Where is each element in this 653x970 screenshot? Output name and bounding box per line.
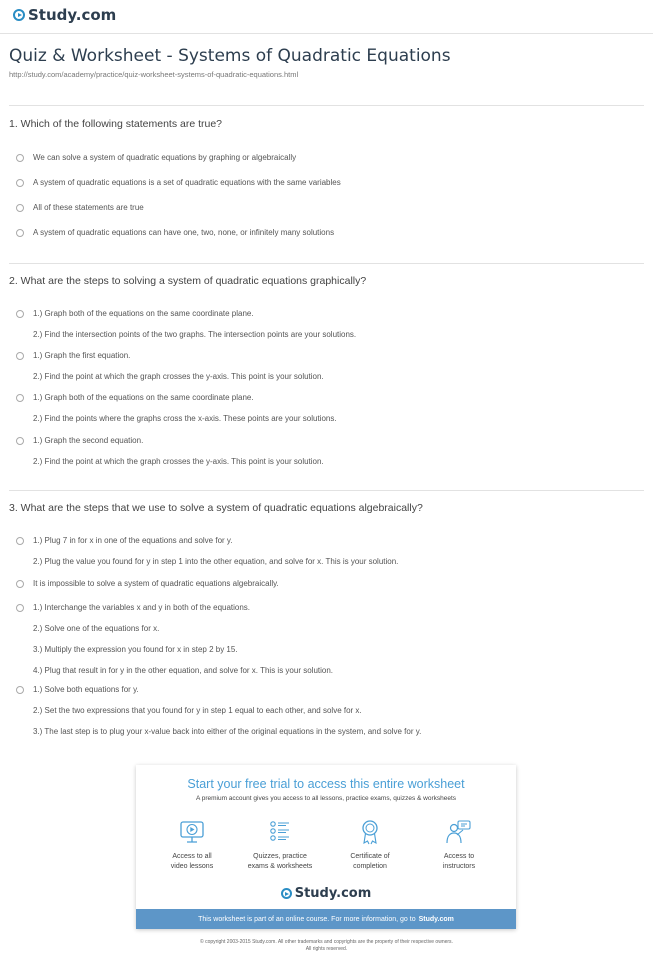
free-trial-box[interactable] (136, 765, 516, 929)
feature-instructors (424, 817, 494, 872)
radio-button[interactable] (16, 179, 24, 187)
cta-logo-text: Study.com (294, 886, 372, 901)
option-line: 1.) Solve both equations for y. (33, 685, 139, 694)
question-3-option-1[interactable] (16, 536, 398, 578)
page-title: Quiz & Worksheet - Systems of Quadratic Equations (9, 46, 451, 66)
divider (9, 105, 644, 106)
question-2-option-3[interactable] (16, 393, 337, 435)
radio-button[interactable] (16, 604, 24, 612)
radio-button[interactable] (16, 394, 24, 402)
study-com-link[interactable]: Study.com (418, 915, 454, 923)
option-line: 1.) Plug 7 in for x in one of the equations and solve for y. (33, 536, 233, 545)
option-line: We can solve a system of quadratic equations by graphing or algebraically (33, 153, 297, 162)
option-line: 2.) Solve one of the equations for x. (33, 624, 160, 633)
video-icon (177, 817, 207, 847)
question-2-text: 2. What are the steps to solving a system of quadratic equations graphically? (9, 275, 367, 287)
question-1-option-4[interactable] (16, 228, 334, 249)
radio-button[interactable] (16, 229, 24, 237)
option-line: 2.) Plug the value you found for y in step 1 into the other equation, and solve for x. This is your solution. (33, 557, 399, 566)
option-line: 2.) Find the point at which the graph crosses the y-axis. This point is your solution. (33, 372, 324, 381)
cta-title[interactable]: Start your free trial to access this entire worksheet (187, 777, 465, 791)
feature-label: Quizzes, practice exams & worksheets (247, 853, 313, 870)
option-line: All of these statements are true (33, 203, 144, 212)
radio-button[interactable] (16, 310, 24, 318)
radio-button[interactable] (16, 437, 24, 445)
copyright-line: © copyright 2003-2015 Study.com. All other trademarks and copyrights are the property of their respective owners. (200, 939, 453, 945)
option-line: A system of quadratic equations is a set of quadratic equations with the same variables (33, 178, 341, 187)
radio-button[interactable] (16, 537, 24, 545)
option-line: 2.) Find the intersection points of the two graphs. The intersection points are your solutions. (33, 330, 357, 339)
question-1-option-1[interactable] (16, 153, 296, 174)
page-url: http://study.com/academy/practice/quiz-worksheet-systems-of-quadratic-equations.html (9, 70, 299, 79)
option-line: A system of quadratic equations can have one, two, none, or infinitely many solutions (33, 228, 335, 237)
question-2-option-4[interactable] (16, 436, 324, 478)
cta-footer-text: This worksheet is part of an online course. For more information, go to (198, 915, 416, 923)
play-logo-icon (281, 888, 292, 899)
study-logo[interactable] (13, 6, 116, 24)
cta-study-logo[interactable] (136, 886, 516, 901)
option-line: 1.) Graph both of the equations on the same coordinate plane. (33, 309, 254, 318)
instructor-icon (444, 817, 474, 847)
question-1-option-2[interactable] (16, 178, 341, 199)
option-line: 1.) Graph both of the equations on the same coordinate plane. (33, 393, 254, 402)
question-2-option-2[interactable] (16, 351, 324, 393)
question-1-text: 1. Which of the following statements are true? (9, 118, 223, 130)
option-line: 1.) Graph the second equation. (33, 436, 144, 445)
question-1-option-3[interactable] (16, 203, 144, 224)
cta-info-bar (136, 909, 516, 929)
feature-video-lessons (157, 817, 227, 872)
option-line: 2.) Find the points where the graphs cross the x-axis. These points are your solutions. (33, 414, 337, 423)
quiz-list-icon (265, 817, 295, 847)
radio-button[interactable] (16, 686, 24, 694)
feature-quizzes (245, 817, 315, 872)
feature-label: Access to instructors (442, 853, 476, 870)
cta-subtitle: A premium account gives you access to all lessons, practice exams, quizzes & worksheets (195, 795, 457, 802)
divider (9, 263, 644, 264)
option-line: 2.) Find the point at which the graph crosses the y-axis. This point is your solution. (33, 457, 324, 466)
radio-button[interactable] (16, 154, 24, 162)
option-line: 2.) Set the two expressions that you found for y in step 1 equal to each other, and solve for x. (33, 706, 362, 715)
top-bar (0, 0, 653, 34)
option-line: 3.) The last step is to plug your x-value back into either of the original equations in the system, and solve for y. (33, 727, 422, 736)
logo-text: Study.com (28, 6, 117, 24)
feature-certificate (335, 817, 405, 872)
play-logo-icon (13, 9, 25, 21)
feature-label: Access to all video lessons (170, 853, 214, 870)
option-line: 1.) Interchange the variables x and y in both of the equations. (33, 603, 251, 612)
question-3-option-2[interactable] (16, 579, 279, 600)
option-line: 3.) Multiply the expression you found for x in step 2 by 15. (33, 645, 238, 654)
option-line: 4.) Plug that result in for y in the other equation, and solve for x. This is your solution. (33, 666, 334, 675)
option-line: It is impossible to solve a system of quadratic equations algebraically. (33, 579, 279, 588)
option-line: 1.) Graph the first equation. (33, 351, 131, 360)
copyright (0, 939, 653, 953)
radio-button[interactable] (16, 580, 24, 588)
feature-label: Certificate of completion (350, 853, 390, 870)
question-3-option-3[interactable] (16, 603, 333, 687)
divider (9, 490, 644, 491)
question-3-option-4[interactable] (16, 685, 421, 748)
question-3-text: 3. What are the steps that we use to solve a system of quadratic equations algebraically? (9, 502, 423, 514)
copyright-line: All rights reserved. (305, 946, 348, 952)
certificate-icon (355, 817, 385, 847)
radio-button[interactable] (16, 204, 24, 212)
radio-button[interactable] (16, 352, 24, 360)
question-2-option-1[interactable] (16, 309, 356, 351)
